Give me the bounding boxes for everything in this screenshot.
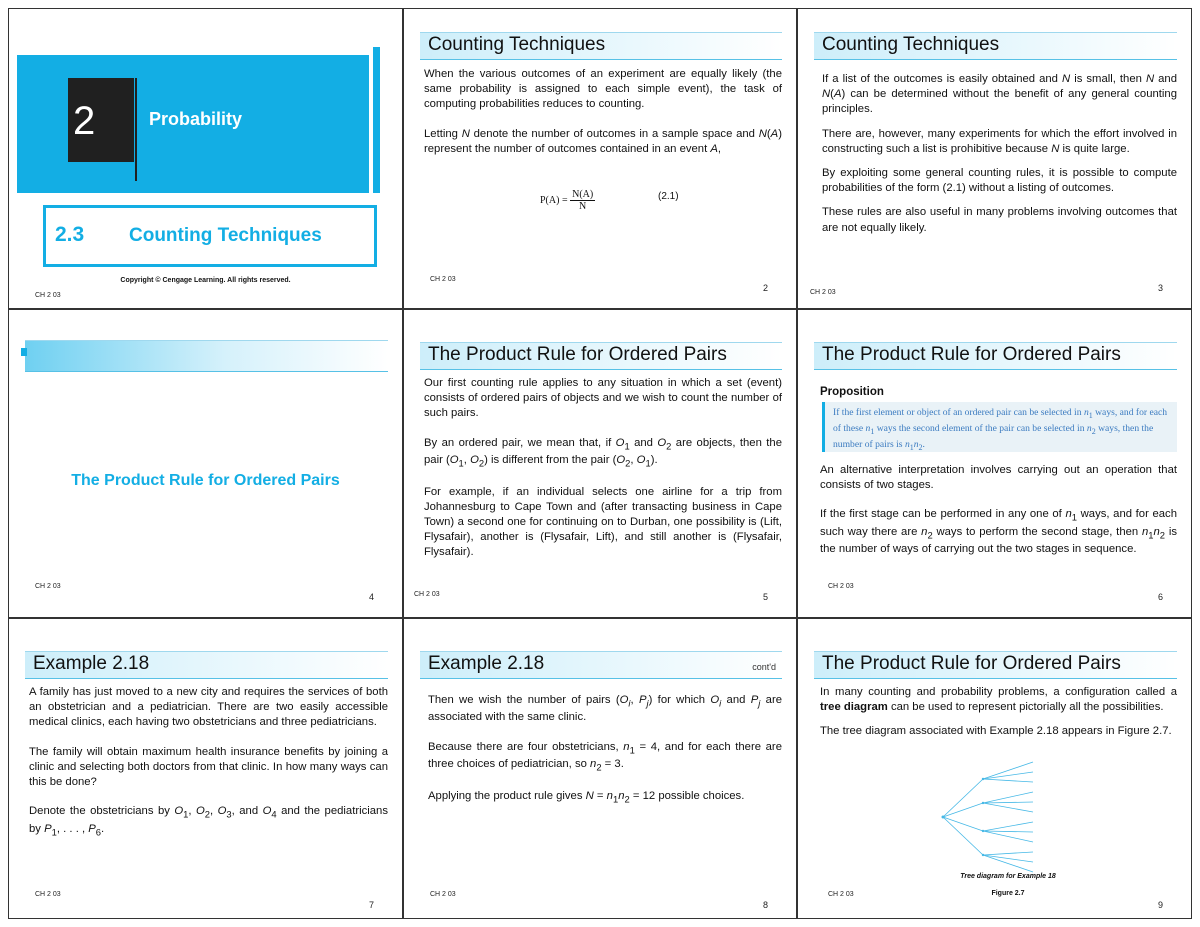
slide-body xyxy=(820,685,1177,749)
section-title: Counting Techniques xyxy=(129,225,322,246)
paragraph: By an ordered pair, we mean that, if $O_1$ and $O_2$ are objects, then the pair ($O_1$, $O_2$) is different from the pair ($O_2$, $O_1$). xyxy=(424,436,782,469)
slide-title: Counting Techniques xyxy=(428,34,606,55)
slide-body xyxy=(822,72,1177,245)
slide-9 xyxy=(797,618,1192,919)
footer-label: CH 2 03 xyxy=(810,289,836,296)
footer-label: CH 2 03 xyxy=(430,891,456,898)
formula-fraction xyxy=(570,189,595,212)
slide-4 xyxy=(8,309,403,618)
chapter-number: 2 xyxy=(73,99,96,143)
paragraph: There are, however, many experiments for which the effort involved in constructing such a list is prohibitive because N is quite large. xyxy=(822,127,1177,155)
slide-body xyxy=(820,463,1177,572)
page-number: 4 xyxy=(368,592,374,602)
slide-title: Example 2.18 xyxy=(33,653,150,674)
paragraph: These rules are also useful in many problems involving outcomes that are not equally likely. xyxy=(822,206,1177,234)
banner-right-bar xyxy=(373,47,380,193)
paragraph: Letting N denote the number of outcomes in a sample space and N(A) represent the number of outcomes contained in an event A, xyxy=(424,127,782,155)
page-number: 5 xyxy=(762,592,768,602)
slide-8 xyxy=(403,618,797,919)
slide-3 xyxy=(797,8,1192,309)
page-number: 8 xyxy=(762,900,768,910)
slide-7 xyxy=(8,618,403,919)
formula-lhs: P(A) = xyxy=(540,194,568,206)
title-bar xyxy=(814,651,1177,679)
slide-title: The Product Rule for Ordered Pairs xyxy=(428,344,727,365)
title-bar xyxy=(420,651,782,679)
equation-number: (2.1) xyxy=(658,191,679,202)
slide-title: Example 2.18 xyxy=(428,653,545,674)
page-number: 2 xyxy=(762,283,768,293)
paragraph: An alternative interpretation involves carrying out an operation that consists of two stages. xyxy=(820,464,1177,492)
paragraph: A family has just moved to a new city and requires the services of both an obstetrician and a pediatrician. There are two easily accessible medical clinics, each having two obstetricians and three pediatricians. xyxy=(29,686,388,729)
proposition-heading: Proposition xyxy=(820,386,884,398)
paragraph: By exploiting some general counting rules, it is possible to compute probabilities of the form (2.1) without a listing of outcomes. xyxy=(822,167,1177,195)
paragraph: Our first counting rule applies to any situation in which a set (event) consists of ordered pairs of objects and we wish to count the number of such pairs. xyxy=(424,377,782,420)
slide-6 xyxy=(797,309,1192,618)
slide-2 xyxy=(403,8,797,309)
tree-caption: Tree diagram for Example 18 xyxy=(960,873,1056,880)
slide-body xyxy=(424,376,782,575)
title-bar xyxy=(25,340,388,372)
continued-label: cont'd xyxy=(752,662,776,672)
tree-diagram xyxy=(938,757,1048,877)
chapter-title: Probability xyxy=(149,109,243,129)
slide-1 xyxy=(8,8,403,309)
footer-label: CH 2 03 xyxy=(430,276,456,283)
figure-label: Figure 2.7 xyxy=(991,890,1025,897)
paragraph: If a list of the outcomes is easily obtained and N is small, then N and N(A) can be determined without the benefit of any general counting principles. xyxy=(822,73,1177,116)
formula-denominator: N xyxy=(579,201,587,212)
slide-body xyxy=(424,67,782,171)
title-bar xyxy=(420,342,782,370)
banner-top-strip xyxy=(17,47,369,55)
paragraph: If the first stage can be performed in any one of $n_1$ ways, and for each such way there are $n_2$ ways to perform the second stage, then $n_1n_2$ is the number of ways of carrying out the two stages in sequence. xyxy=(820,508,1177,556)
bar-square xyxy=(21,348,27,356)
formula-2-1 xyxy=(540,189,679,212)
paragraph: The tree diagram associated with Example 2.18 appears in Figure 2.7. xyxy=(820,725,1172,738)
paragraph: When the various outcomes of an experiment are equally likely (the same probability is assigned to each simple event), the task of computing probabilities reduces to counting. xyxy=(424,68,782,111)
paragraph: The family will obtain maximum health insurance benefits by joining a clinic and selecting both doctors from that clinic. In how many ways can this be done? xyxy=(29,745,388,789)
copyright: Copyright © Cengage Learning. All rights reserved. xyxy=(120,277,291,284)
paragraph: For example, if an individual selects one airline for a trip from Johannesburg to Cape Town and (after transacting business in Cape Town) a second one for continuing on to Durban, one possibility is (Lift, Flysafair), another is (Flysafair, Lift), and still another is (Flysafair, Flysafair). xyxy=(424,485,782,559)
title-bar xyxy=(25,651,388,679)
footer-label: CH 2 03 xyxy=(828,583,854,590)
section-number: 2.3 xyxy=(55,223,85,246)
footer-label: CH 2 03 xyxy=(828,891,854,898)
page-number: 3 xyxy=(1157,283,1163,293)
footer-label: CH 2 03 xyxy=(35,292,61,299)
paragraph: Applying the product rule gives $N = n_1n_2 = 12$ possible choices. xyxy=(428,789,745,804)
footer-label: CH 2 03 xyxy=(414,591,440,598)
slide-title: The Product Rule for Ordered Pairs xyxy=(822,344,1121,365)
title-bar xyxy=(814,342,1177,370)
paragraph: Denote the obstetricians by $O_1$, $O_2$, $O_3$, and $O_4$ and the pediatricians by $P_1$, . . . , $P_6$. xyxy=(29,805,388,837)
page-number: 9 xyxy=(1157,900,1163,910)
title-bar xyxy=(814,32,1177,60)
formula-numerator: N(A) xyxy=(572,189,594,200)
paragraph: In many counting and probability problems, a configuration called a tree diagram can be used to represent pictorially all the possibilities. xyxy=(820,686,1177,714)
banner-square xyxy=(134,181,140,189)
slide-title: The Product Rule for Ordered Pairs xyxy=(822,653,1121,674)
page-number: 6 xyxy=(1157,592,1163,602)
page-number: 7 xyxy=(368,900,374,910)
proposition-box: If the first element or object of an ordered pair can be selected in $n_1$ ways, and for each of these $n_1$ ways the second element of the pair can be selected in $n_2$ ways, then the number of pairs is $n_1n_2$. xyxy=(822,402,1177,452)
paragraph: Because there are four obstetricians, $n_1 = 4$, and for each there are three choices of pediatrician, so $n_2 = 3$. xyxy=(428,740,782,773)
slide-title: Counting Techniques xyxy=(822,34,1000,55)
footer-label: CH 2 03 xyxy=(35,891,61,898)
slide-body xyxy=(428,693,782,820)
footer-label: CH 2 03 xyxy=(35,583,61,590)
slide-body xyxy=(29,685,388,853)
paragraph: Then we wish the number of pairs ($O_i$, $P_j$) for which $O_i$ and $P_j$ are associated with the same clinic. xyxy=(428,694,782,724)
title-bar xyxy=(420,32,782,60)
section-title: The Product Rule for Ordered Pairs xyxy=(71,472,340,489)
slide-5 xyxy=(403,309,797,618)
chapter-divider xyxy=(135,78,137,186)
